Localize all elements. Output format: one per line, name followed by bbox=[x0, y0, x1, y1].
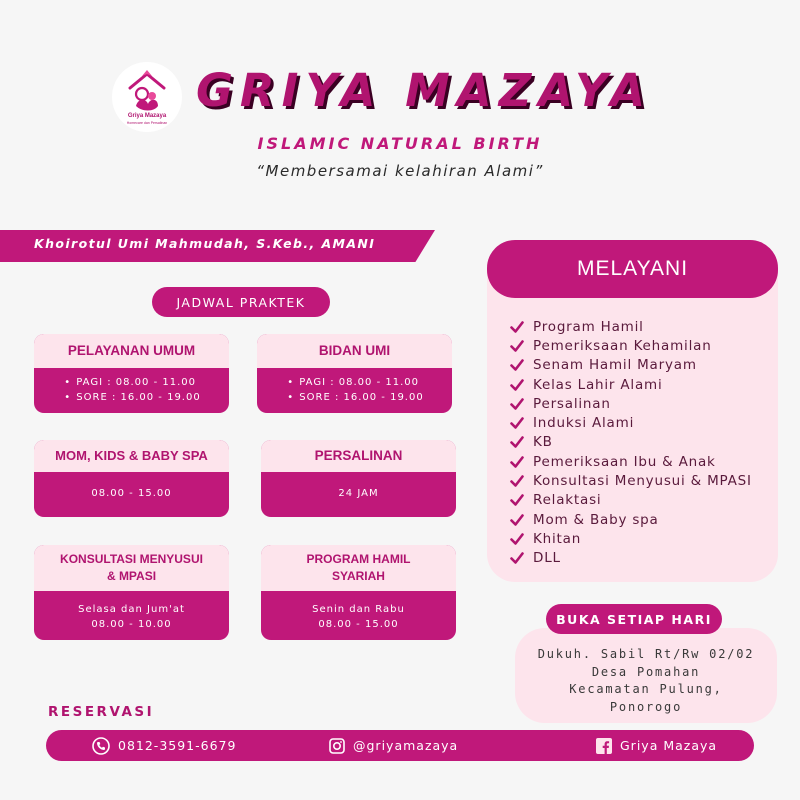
contact-bar bbox=[46, 730, 754, 761]
check-icon bbox=[510, 532, 524, 546]
check-icon bbox=[510, 551, 524, 565]
card-bidan-umi bbox=[257, 334, 452, 413]
brand-title: GRIYA MAZAYA bbox=[196, 64, 653, 117]
check-icon bbox=[510, 513, 524, 527]
card-title: PERSALINAN bbox=[261, 440, 456, 472]
phone-icon bbox=[92, 737, 110, 755]
services-list bbox=[510, 317, 752, 568]
service-label: Pemeriksaan Kehamilan bbox=[533, 337, 712, 354]
check-icon bbox=[510, 397, 524, 411]
service-item bbox=[510, 452, 752, 471]
check-icon bbox=[510, 320, 524, 334]
service-label: Persalinan bbox=[533, 395, 611, 412]
service-label: Pemeriksaan Ibu & Anak bbox=[533, 453, 716, 470]
card-title: PELAYANAN UMUM bbox=[34, 334, 229, 368]
service-label: Relaktasi bbox=[533, 492, 602, 509]
check-icon bbox=[510, 358, 524, 372]
service-label: Program Hamil bbox=[533, 318, 644, 335]
brand-tagline: “Membersamai kelahiran Alami” bbox=[256, 162, 544, 180]
facebook-icon bbox=[596, 738, 612, 754]
check-icon bbox=[510, 455, 524, 469]
card-line: 24 JAM bbox=[338, 488, 379, 499]
instagram-icon bbox=[329, 738, 345, 754]
card-pelayanan-umum bbox=[34, 334, 229, 413]
check-icon bbox=[510, 378, 524, 392]
card-title bbox=[34, 545, 229, 591]
service-item bbox=[510, 471, 752, 490]
service-item bbox=[510, 336, 752, 355]
address-line: Ponorogo bbox=[609, 699, 683, 714]
midwife-name: Khoirotul Umi Mahmudah, S.Keb., AMANI bbox=[34, 236, 376, 251]
logo-text: Griya Mazaya bbox=[127, 113, 167, 119]
card-body bbox=[34, 472, 229, 499]
check-icon bbox=[510, 474, 524, 488]
service-item bbox=[510, 356, 752, 375]
service-item bbox=[510, 317, 752, 336]
card-line: 08.00 - 15.00 bbox=[91, 488, 172, 499]
facebook-name: Griya Mazaya bbox=[620, 738, 718, 753]
card-body bbox=[34, 591, 229, 632]
card-konsultasi-menyusui bbox=[34, 545, 229, 640]
card-line: • PAGI : 08.00 - 11.00 bbox=[285, 375, 423, 390]
schedule-heading: JADWAL PRAKTEK bbox=[152, 287, 330, 317]
service-item bbox=[510, 394, 752, 413]
check-icon bbox=[510, 339, 524, 353]
service-label: Kelas Lahir Alami bbox=[533, 376, 663, 393]
card-persalinan bbox=[261, 440, 456, 517]
instagram-contact[interactable] bbox=[329, 730, 458, 761]
address-line: Desa Pomahan bbox=[591, 664, 701, 679]
card-line: • PAGI : 08.00 - 11.00 bbox=[62, 375, 200, 390]
card-line: 08.00 - 15.00 bbox=[318, 619, 399, 630]
logo-subtext: Homecare dan Persalinan bbox=[126, 121, 168, 125]
service-item bbox=[510, 510, 752, 529]
card-program-hamil-syariah bbox=[261, 545, 456, 640]
card-mom-kids-baby-spa bbox=[34, 440, 229, 517]
check-icon bbox=[510, 416, 524, 430]
card-line: 08.00 - 10.00 bbox=[91, 619, 172, 630]
facebook-contact[interactable] bbox=[596, 730, 717, 761]
service-label: KB bbox=[533, 434, 553, 451]
instagram-handle: @griyamazaya bbox=[353, 738, 459, 753]
card-body bbox=[261, 472, 456, 499]
logo-icon bbox=[122, 68, 172, 114]
service-label: Mom & Baby spa bbox=[533, 511, 659, 528]
card-body bbox=[34, 368, 229, 405]
phone-contact[interactable] bbox=[92, 730, 236, 761]
reservation-heading: RESERVASI bbox=[48, 704, 155, 720]
card-title: MOM, KIDS & BABY SPA bbox=[34, 440, 229, 472]
card-title-line: KONSULTASI MENYUSUI bbox=[60, 551, 203, 566]
brand-subtitle bbox=[0, 134, 800, 153]
card-title-line: & MPASI bbox=[106, 569, 157, 583]
logo bbox=[112, 62, 182, 132]
card-line: Senin dan Rabu bbox=[312, 604, 405, 615]
address-line: Dukuh. Sabil Rt/Rw 02/02 bbox=[537, 647, 755, 661]
card-title bbox=[261, 545, 456, 591]
service-item bbox=[510, 491, 752, 510]
service-label: Khitan bbox=[533, 530, 582, 547]
card-line: • SORE : 16.00 - 19.00 bbox=[285, 390, 423, 405]
address bbox=[515, 646, 777, 716]
services-heading: MELAYANI bbox=[487, 240, 778, 298]
service-item bbox=[510, 413, 752, 432]
service-label: Induksi Alami bbox=[533, 415, 635, 432]
check-icon bbox=[510, 493, 524, 507]
open-heading: BUKA SETIAP HARI bbox=[546, 604, 722, 634]
brand-subtitle-text: ISLAMIC NATURAL BIRTH bbox=[257, 134, 543, 153]
service-label: Senam Hamil Maryam bbox=[533, 357, 697, 374]
phone-number: 0812-3591-6679 bbox=[118, 738, 237, 753]
card-title-line: SYARIAH bbox=[332, 569, 385, 583]
card-line: Selasa dan Jum'at bbox=[78, 604, 185, 615]
service-item bbox=[510, 549, 752, 568]
card-line: • SORE : 16.00 - 19.00 bbox=[62, 390, 200, 405]
card-title-line: PROGRAM HAMIL bbox=[306, 551, 411, 566]
address-line: Kecamatan Pulung, bbox=[569, 682, 723, 696]
card-title: BIDAN UMI bbox=[257, 334, 452, 368]
card-body bbox=[257, 368, 452, 405]
service-label: DLL bbox=[533, 550, 561, 567]
service-item bbox=[510, 433, 752, 452]
check-icon bbox=[510, 435, 524, 449]
card-body bbox=[261, 591, 456, 632]
service-item bbox=[510, 375, 752, 394]
service-item bbox=[510, 529, 752, 548]
service-label: Konsultasi Menyusui & MPASI bbox=[533, 473, 752, 490]
